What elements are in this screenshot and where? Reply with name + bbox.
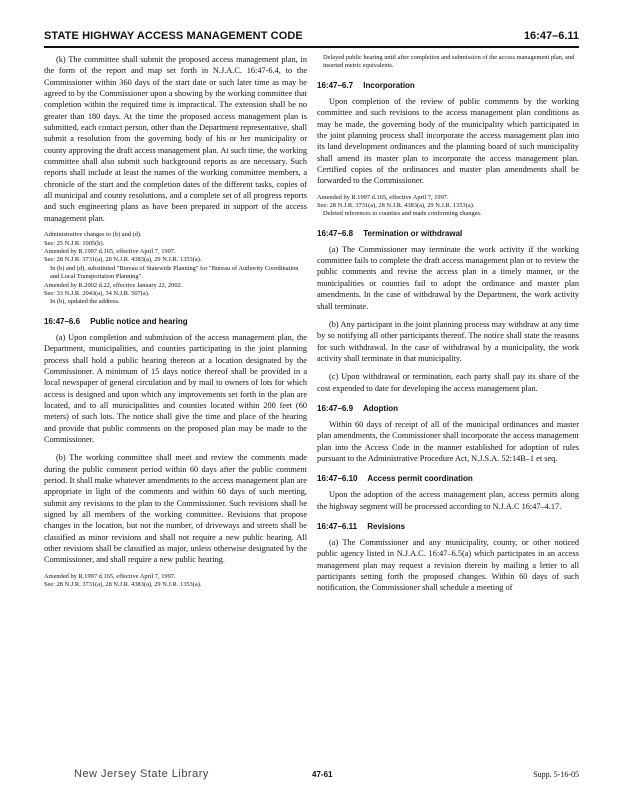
section-title: Public notice and hearing — [90, 316, 188, 326]
paragraph-6-8-a: (a) The Commissioner may terminate the work activity if the working committee fails to complete the draft access management plan or to review the public comments and revise the access plan in a timely manner, or the municipalities or counties fail to adopt the ordinance and master plan amendments. In the case of withdrawal by the Department, the work activity shall terminate. — [317, 244, 579, 311]
history-notes-6-6-cont — [317, 54, 579, 71]
history-note: Administrative changes to (b) and (d). — [44, 231, 142, 239]
section-title: Termination or withdrawal — [363, 228, 463, 238]
history-note: See: 33 N.J.R. 2043(a), 34 N.J.R. 507(a). — [44, 290, 150, 297]
history-note: See: 28 N.J.R. 3731(a), 28 N.J.R. 4383(a), 29 N.J.R. 1353(a). — [317, 201, 475, 209]
page-footer — [44, 770, 579, 784]
supplement-date: Supp. 5-16-05 — [533, 770, 579, 779]
paragraph-6-11-a: (a) The Commissioner and any municipality, county, or other noticed public agency listed in N.J.A.C. 16:47–6.5(a) which participates in an access management plan may request a revision therein by mailing a letter to all participants setting forth the proposed changes. Within 60 days of such notification, the Commissioner shall schedule a meeting of — [317, 537, 579, 593]
paragraph-6-7: Upon completion of the review of public comments by the working committee and such revisions to the access management plan conditions as may be made, the governing body of the municipality which participated in the joint planning process shall incorporate the access management plan into its land development ordinances and the planning board of such municipality shall amend its master plan to incorporate the access management plan. Certified copies of the ordinances and master plan amendments shall be forwarded to the Commissioner. — [317, 96, 579, 186]
header-section-range: 16:47–6.11 — [523, 30, 579, 42]
library-stamp: New Jersey State Library — [74, 768, 209, 780]
section-heading-6-7 — [317, 81, 579, 90]
section-number: 16:47–6.9 — [317, 403, 354, 413]
history-note: In (b) and (d), substituted "Bureau of Statewide Planning" for "Bureau of Authority Coordination and Local Transportation Planning". — [50, 264, 299, 281]
section-title: Incorporation — [363, 80, 415, 90]
history-note: See: 28 N.J.R. 3731(a), 28 N.J.R. 4383(a), 29 N.J.R. 1353(a). — [44, 256, 202, 264]
left-column — [44, 54, 307, 600]
section-heading-6-8 — [317, 229, 579, 238]
section-title: Revisions — [367, 521, 406, 531]
right-column — [317, 54, 579, 601]
history-note: Delayed public hearing until after completion and submission of the access management plan, and inserted metric equivalents. — [323, 54, 575, 70]
section-heading-6-6 — [44, 317, 307, 326]
section-number: 16:47–6.6 — [44, 316, 81, 326]
paragraph-6-10: Upon the adoption of the access management plan, access permits along the highway segment will be processed according to N.J.A.C 16:47–4.17. — [317, 490, 579, 511]
section-number: 16:47–6.7 — [317, 80, 354, 90]
history-notes-6-5 — [44, 231, 307, 307]
paragraph-6-9: Within 60 days of receipt of all of the municipal ordinances and master plan amendments, the Commissioner shall incorporate the access management plan into the Access Code in the manner established for adoption of rules pursuant to the Administrative Procedure Act, N.J.S.A. 52:14B–1 et seq. — [317, 419, 579, 463]
history-note: See: 25 N.J.R. 1005(b). — [44, 239, 105, 247]
running-header — [44, 28, 579, 48]
paragraph-6-6-a: (a) Upon completion and submission of the access management plan, the Department, municipalities, and counties participating in the joint planning process shall hold a public hearing thereon at a location designated by the Commissioner. A minimum of 15 days notice thereof shall be provided in a local newspaper of general circulation and by mail to owners of lots for which access is designed and upon which any improvements set forth in the plan are located, and to all municipalities and counties located within 200 feet (60 meters) of such lots. The notice shall give the time and place of the hearing and provide that public comments on the proposed plan may be made to the Commissioner. — [44, 332, 307, 444]
history-notes-6-6 — [44, 573, 307, 590]
paragraph-6-8-b: (b) Any participant in the joint planning process may withdraw at any time by so notifying all other participants thereof. The notice shall state the reasons for such withdrawal. In the case of withdrawal by a municipality, the work activity shall terminate in that municipality. — [317, 319, 579, 363]
page-number: 47-61 — [312, 770, 333, 779]
history-note: In (b), updated the address. — [50, 298, 120, 306]
paragraph-6-5-k: (k) The committee shall submit the proposed access management plan, in the form of the report and map set forth in N.J.A.C. 16:47-6.4, to the Commissioner within 360 days of the start date or such later time as may be agreed to by the Commissioner upon a showing by the working committee that completion within the required time is impractical. The extension shall be no greater than 180 days. At the time the proposed access management plan is submitted, each contact person, other than the Department representative, shall submit a resolution from the governing body of his or her municipality or county approving the draft access management plan. At such time, the working committee shall also submit such background reports as are necessary. Such reports shall include at least the names of the working committee members, a chronicle of the start and the completion dates of the different tasks, copies of all municipal and county resolutions, and a complete set of all progress reports and such engineering plans as have been prepared in support of the access management plan. — [44, 55, 307, 223]
history-note: See: 28 N.J.R. 3731(a), 28 N.J.R. 4383(a), 29 N.J.R. 1353(a). — [44, 581, 202, 589]
history-note: Amended by R.1997 d.165, effective April 7, 1997. — [44, 247, 176, 255]
history-notes-6-7 — [317, 194, 579, 219]
paragraph-6-8-c: (c) Upon withdrawal or termination, each party shall pay its share of the cost expended to date for developing the access management plan. — [317, 372, 579, 393]
header-title: STATE HIGHWAY ACCESS MANAGEMENT CODE — [44, 30, 303, 42]
paragraph-6-6-b: (b) The working committee shall meet and review the comments made during the public comment period within 60 days after the public comment period. It shall make whatever amendments to the access management plan are appropriate in light of the comments and within 60 days of such meeting, submit any revisions to the plan to the Commissioner. Such revisions shall be signed by all members of the working committee. Revisions that propose changes in the location, but not the number, of driveways and streets shall be classified as minor revisions and shall not require a new public hearing. All other revisions shall be classified as major, unless otherwise designated by the Commissioner, and shall require a new public hearing. — [44, 453, 307, 565]
history-note: Amended by R.1997 d.165, effective April 7, 1997. — [317, 193, 449, 201]
section-heading-6-10 — [317, 474, 579, 483]
section-number: 16:47–6.8 — [317, 228, 354, 238]
section-number: 16:47–6.10 — [317, 474, 358, 484]
section-title: Adoption — [362, 403, 399, 413]
section-number: 16:47–6.11 — [317, 521, 358, 531]
section-heading-6-9 — [317, 404, 579, 413]
section-heading-6-11 — [317, 522, 579, 531]
history-note: Deleted references to counties and made conforming changes. — [323, 210, 482, 218]
history-note: Amended by R.1997 d.165, effective April 7, 1997. — [44, 572, 176, 580]
section-title: Access permit coordination — [367, 474, 473, 484]
history-note: Amended by R.2002 d.22, effective January 22, 2002. — [44, 281, 183, 289]
